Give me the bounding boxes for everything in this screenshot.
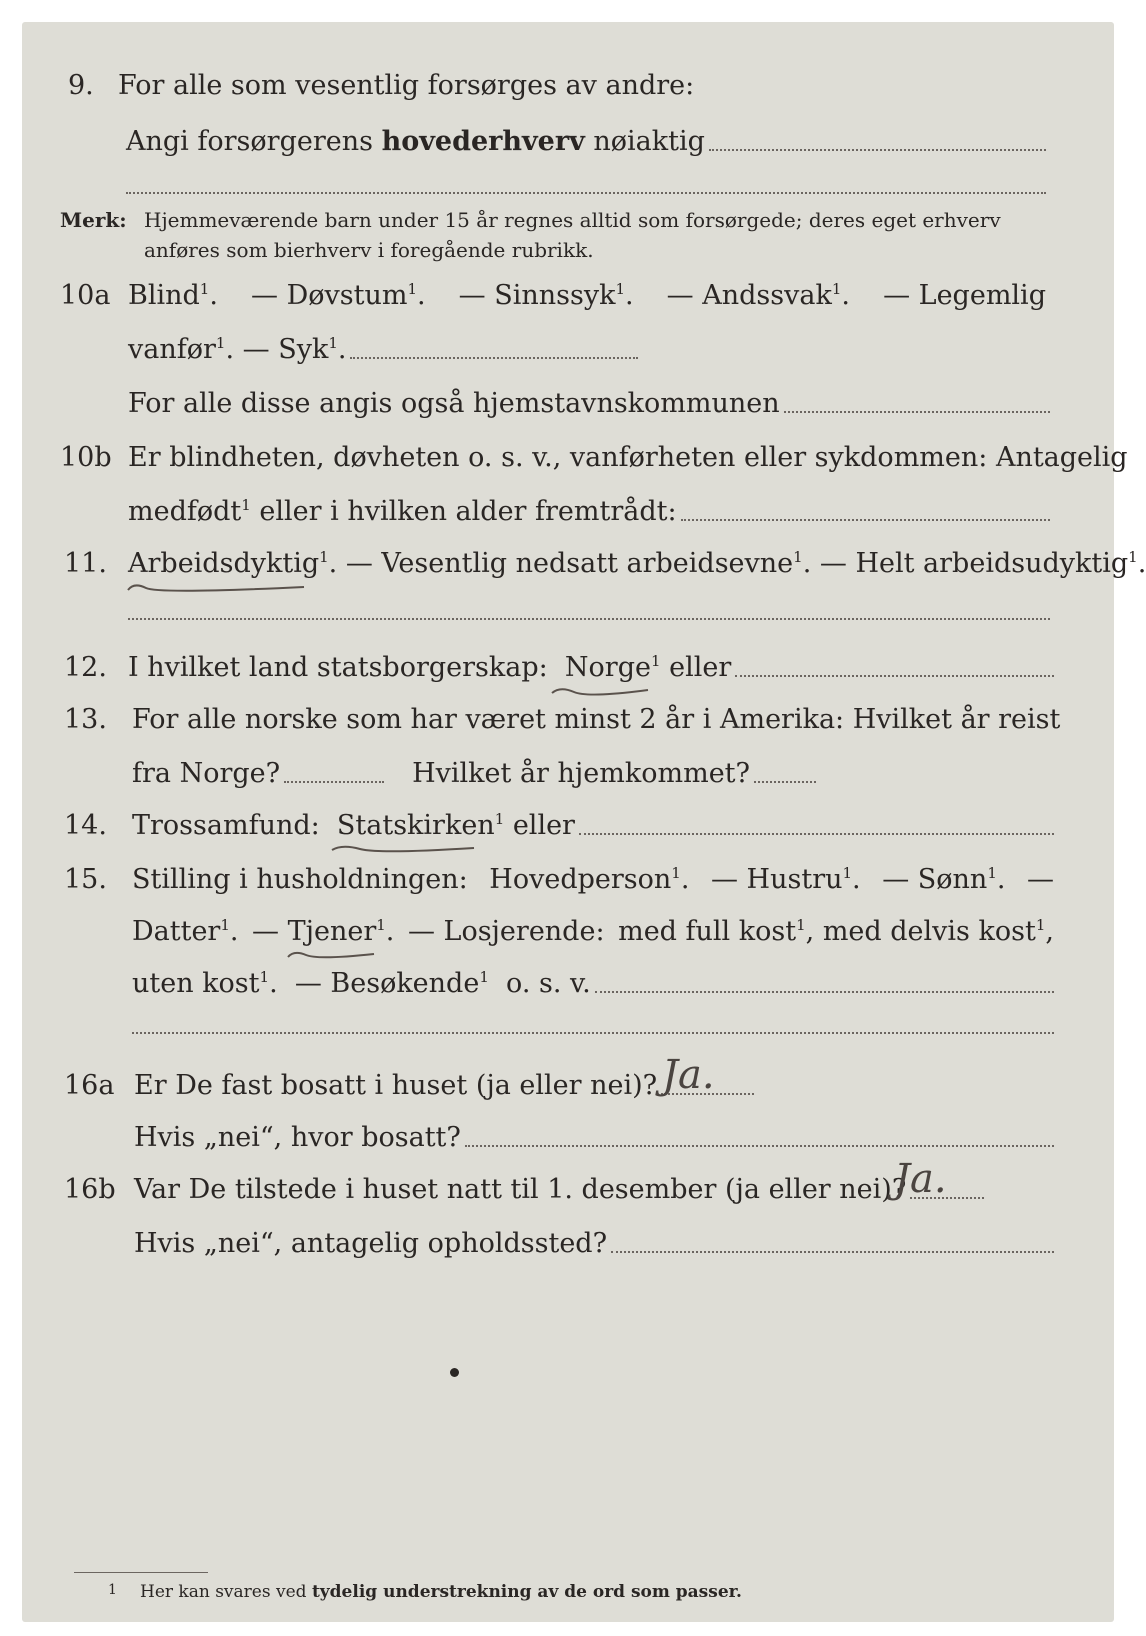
- q16a-where-line[interactable]: [465, 1145, 1054, 1147]
- footnote-text: Her kan svares ved tydelig understrekning av de ord som passer.: [140, 1582, 742, 1602]
- q10a-line3: For alle disse angis også hjemstavnskommunen: [128, 388, 780, 419]
- q15-number: 15.: [64, 864, 107, 895]
- q13-number: 13.: [64, 704, 107, 735]
- q15-besokende: — Besøkende$^1$: [294, 968, 489, 999]
- q15-full-kost: med full kost$^1$, med delvis kost$^1$,: [618, 916, 1054, 947]
- q10b-line1: Er blindheten, døvheten o. s. v., vanførheten eller sykdommen: Antagelig: [128, 442, 1128, 473]
- q11-arbeidsdyktig: Arbeidsdyktig$^1$.: [128, 548, 346, 579]
- q11-number: 11.: [64, 548, 107, 579]
- q9-line2-bold: hovederhverv: [381, 126, 585, 157]
- q15-stilling: Stilling i husholdningen:: [132, 864, 468, 895]
- q15-dash: —: [1027, 864, 1054, 895]
- q10a-dovstum: — Døvstum$^1$.: [251, 280, 426, 311]
- q11-udyktig: — Helt arbeidsudyktig$^1$.: [819, 548, 1146, 579]
- q12-handwritten-underline: [550, 686, 650, 696]
- q9-line1: For alle som vesentlig forsørges av andre:: [118, 70, 695, 101]
- q9-answer-line-2[interactable]: [126, 192, 1046, 194]
- q12-number: 12.: [64, 652, 107, 683]
- q12-end: eller: [669, 652, 732, 683]
- ink-spot: [450, 1368, 459, 1377]
- q16a-handwritten-answer: Ja.: [662, 1052, 715, 1098]
- q9-number: 9.: [68, 70, 94, 101]
- q14-handwritten-underline: [330, 844, 476, 854]
- q9-line2-end: nøiaktig: [593, 126, 705, 157]
- q15-answer-line[interactable]: [595, 991, 1054, 993]
- census-form-page: [22, 22, 1146, 1622]
- q10b-line2: eller i hvilken alder fremtrådt:: [259, 496, 677, 527]
- q9-answer-line[interactable]: [709, 149, 1046, 151]
- q16b-line2: Hvis „nei“, antagelig opholdssted?: [134, 1228, 608, 1259]
- q15-hustru: — Hustru$^1$.: [710, 864, 861, 895]
- q16b-where-line[interactable]: [611, 1251, 1054, 1253]
- q12-norge: Norge$^1$: [564, 652, 661, 683]
- footnote-mark: 1: [108, 1582, 117, 1598]
- q13-return-year-line[interactable]: [754, 781, 816, 783]
- q15-osv: o. s. v.: [506, 968, 591, 999]
- q11-handwritten-underline: [126, 582, 306, 592]
- q11-nedsatt: — Vesentlig nedsatt arbeidsevne$^1$.: [345, 548, 820, 579]
- q12-text: I hvilket land statsborgerskap:: [128, 652, 548, 683]
- q14-statskirken: Statskirken$^1$: [336, 810, 505, 841]
- merk-label: Merk:: [60, 208, 127, 232]
- q10b-medfodt: medfødt$^1$: [128, 496, 251, 527]
- q10a-number: 10a: [60, 280, 111, 311]
- q13-line1: For alle norske som har været minst 2 år i Amerika: Hvilket år reist: [132, 704, 1061, 735]
- q10a-andssvak: — Andssvak$^1$.: [666, 280, 850, 311]
- q13-line2a: fra Norge?: [132, 758, 281, 789]
- q15-handwritten-underline: [286, 950, 376, 960]
- q16b-number: 16b: [64, 1174, 116, 1205]
- merk-line1: Hjemmeværende barn under 15 år regnes alltid som forsørgede; deres eget erhverv: [144, 208, 1001, 232]
- q10b-answer-line[interactable]: [681, 519, 1050, 521]
- q16a-line2: Hvis „nei“, hvor bosatt?: [134, 1122, 461, 1153]
- q15-answer-line-2[interactable]: [132, 1032, 1054, 1034]
- q14-text: Trossamfund:: [132, 810, 320, 841]
- q15-tjener: — Tjener$^1$.: [252, 916, 395, 947]
- footnote-rule: [74, 1572, 208, 1573]
- q9-line2: Angi forsørgerens: [126, 126, 373, 157]
- q14-number: 14.: [64, 810, 107, 841]
- q10b-number: 10b: [60, 442, 112, 473]
- q10a-answer-line[interactable]: [350, 357, 638, 359]
- q11-line: [128, 548, 1146, 579]
- q15-datter: Datter$^1$.: [132, 916, 239, 947]
- q15-sonn: — Sønn$^1$.: [882, 864, 1006, 895]
- q10a-hometown-line[interactable]: [784, 411, 1050, 413]
- q16b-handwritten-answer: Ja.: [894, 1156, 947, 1202]
- q10a-sinnssyk: — Sinnssyk$^1$.: [458, 280, 634, 311]
- q15-uten-kost: uten kost$^1$.: [132, 968, 295, 999]
- q12-answer-line[interactable]: [735, 675, 1054, 677]
- q10a-legemlig: — Legemlig: [883, 280, 1046, 311]
- q13-departure-year-line[interactable]: [284, 781, 384, 783]
- q16b-line1: Var De tilstede i huset natt til 1. desember (ja eller nei)?: [134, 1174, 907, 1205]
- q10a-syk: — Syk$^1$.: [242, 334, 347, 365]
- q11-answer-line[interactable]: [128, 618, 1050, 620]
- q15-hovedperson: Hovedperson$^1$.: [489, 864, 690, 895]
- q10a-blind: Blind$^1$.: [128, 280, 218, 311]
- q14-end: eller: [512, 810, 575, 841]
- q16a-line1: Er De fast bosatt i huset (ja eller nei)?: [134, 1070, 658, 1101]
- q13-line2b: Hvilket år hjemkommet?: [412, 758, 751, 789]
- q14-answer-line[interactable]: [579, 833, 1054, 835]
- q15-losjerende: — Losjerende:: [407, 916, 605, 947]
- q10a-vanfor: vanfør$^1$.: [128, 334, 243, 365]
- q16a-number: 16a: [64, 1070, 115, 1101]
- merk-line2: anføres som bierhverv i foregående rubrikk.: [144, 238, 594, 262]
